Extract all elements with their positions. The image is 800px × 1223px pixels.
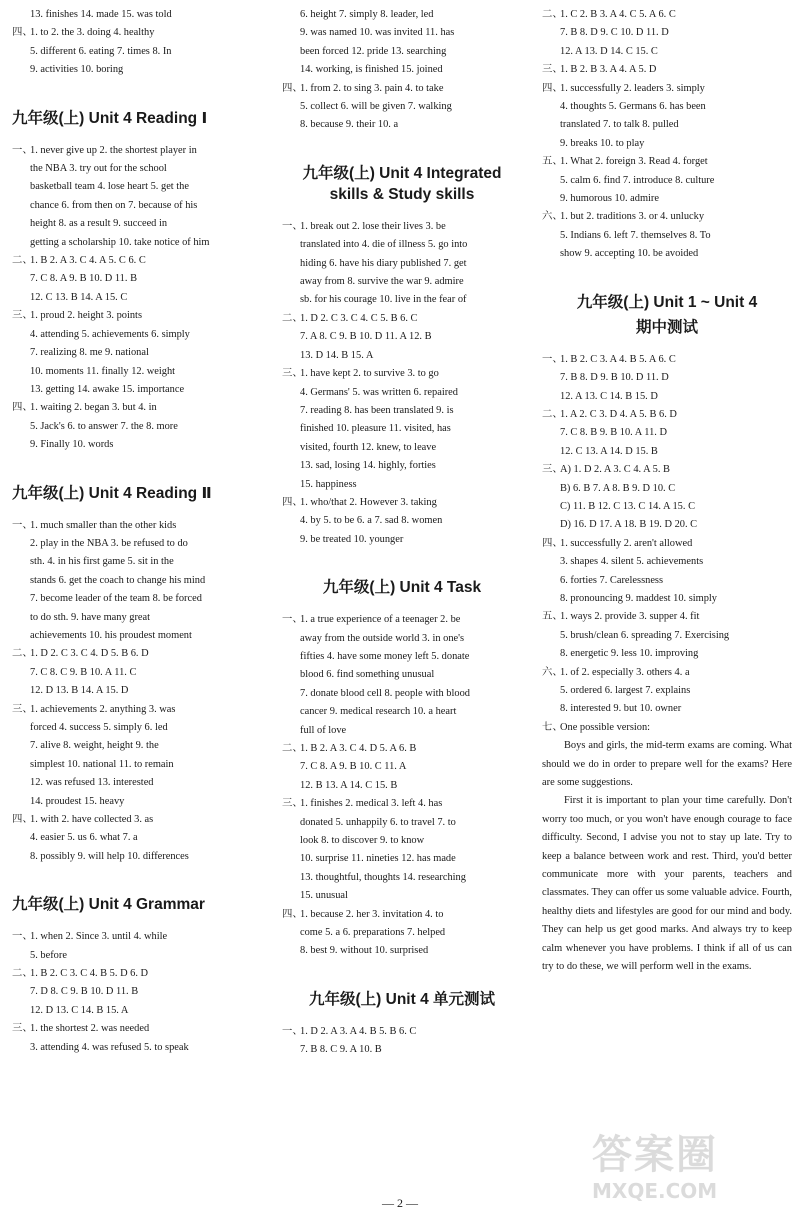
question-group-number: 三、 xyxy=(12,1023,33,1035)
answer-text: 1. D 2. C 3. C 4. C 5. B 6. C xyxy=(300,312,418,324)
answer-group-line xyxy=(12,24,260,42)
question-group-number: 一、 xyxy=(282,614,303,626)
question-group-number: 一、 xyxy=(12,931,33,943)
section-body-unit-test xyxy=(282,1023,522,1060)
question-group-number: 一、 xyxy=(12,144,33,156)
essay-paragraph-2: First it is important to plan your time carefully. Don't worry too much, or you won't have enough courage to face difficulty. Second, I advise you not to stay up late. Try to keep a balance between work and rest. Third, you'd better communicate more with your parents, teachers and classmates. They can offer us some valuable advice. Fourth, healthy diets and lifestyles are good for our mind and body. They can help us get good marks. And always try to keep calm whenever you have problems. I think if all of us can try to do these, we will perform well in the exams. xyxy=(542,795,792,973)
answer-line: 5. ordered 6. largest 7. explains xyxy=(560,685,691,696)
answer-line: 7. C 8. B 9. B 10. A 11. D xyxy=(560,427,667,439)
question-group-number: 三、 xyxy=(12,310,33,322)
answer-line: 7. become leader of the team 8. be forced xyxy=(30,593,202,605)
question-group-number: 四、 xyxy=(282,496,303,508)
answer-line: 7. alive 8. weight, height 9. the xyxy=(30,740,159,752)
answer-line: 8. pronouncing 9. maddest 10. simply xyxy=(560,592,718,604)
answer-group-line xyxy=(282,218,522,236)
watermark-logo xyxy=(592,1132,792,1218)
answer-line: 7. B 8. D 9. B 10. D 11. D xyxy=(560,372,669,384)
answer-group-line xyxy=(282,611,522,629)
question-group-number: 二、 xyxy=(12,968,33,980)
watermark-site-text: MXQE.COM xyxy=(592,1179,718,1203)
answer-line: blood 6. find something unusual xyxy=(300,669,435,681)
column-left xyxy=(12,6,260,1057)
answer-line: the NBA 3. try out for the school xyxy=(30,163,167,175)
answer-line: sb. for his courage 10. live in the fear of xyxy=(300,294,467,306)
answer-group-line xyxy=(12,1020,260,1038)
section-title-unit-test: 九年级(上) Unit 4 单元测试 xyxy=(309,990,495,1008)
answer-line: 12. A 13. D 14. C 15. C xyxy=(560,45,658,57)
answer-text: A) 1. D 2. A 3. C 4. A 5. B xyxy=(560,464,670,476)
question-group-number: 一、 xyxy=(282,1025,303,1037)
answer-text: 1. B 2. C 3. C 4. B 5. D 6. D xyxy=(30,968,149,980)
answer-text: 1. but 2. traditions 3. or 4. unlucky xyxy=(560,211,705,223)
answer-text: 1. from 2. to sing 3. pain 4. to take xyxy=(300,82,444,94)
answer-line: 4. by 5. to be 6. a 7. sad 8. women xyxy=(300,515,443,527)
answer-group-line xyxy=(542,6,792,24)
answer-text: 1. to 2. the 3. doing 4. healthy xyxy=(30,27,155,39)
answer-group-line xyxy=(282,365,522,383)
question-group-number: 二、 xyxy=(12,648,33,660)
question-group-number: 一、 xyxy=(12,519,33,531)
section-title-integrated-line1: 九年级(上) Unit 4 Integrated xyxy=(302,164,502,182)
answer-line: 5. Indians 6. left 7. themselves 8. To xyxy=(560,229,711,241)
question-group-number: 四、 xyxy=(12,402,33,414)
answer-text: 1. with 2. have collected 3. as xyxy=(30,814,154,826)
answer-text: 1. successfully 2. leaders 3. simply xyxy=(560,82,705,94)
section-title-reading-1: 九年级(上) Unit 4 Reading Ⅰ xyxy=(12,109,208,127)
answer-text: 1. much smaller than the other kids xyxy=(30,519,177,531)
answer-line: 9. breaks 10. to play xyxy=(560,137,645,149)
answer-group-line xyxy=(12,307,260,325)
question-group-number: 三、 xyxy=(542,64,563,76)
answer-text: 1. B 2. A 3. C 4. A 5. C 6. C xyxy=(30,255,146,267)
answer-group-line xyxy=(542,608,792,626)
answer-text: 1. D 2. A 3. A 4. B 5. B 6. C xyxy=(300,1025,417,1037)
question-group-number: 四、 xyxy=(12,814,33,826)
section-title-integrated-skills xyxy=(282,161,522,204)
answer-text: 1. when 2. Since 3. until 4. while xyxy=(30,931,168,943)
question-group-number: 七、 xyxy=(542,721,563,733)
answer-line: 12. D 13. B 14. A 15. D xyxy=(30,685,129,697)
question-group-number: 二、 xyxy=(542,408,563,420)
answer-text: 1. A 2. C 3. D 4. A 5. B 6. D xyxy=(560,408,677,420)
answer-line: fifties 4. have some money left 5. donate xyxy=(300,650,470,662)
answer-line: 4. Germans' 5. was written 6. repaired xyxy=(300,386,458,398)
answer-line: 13. sad, losing 14. highly, forties xyxy=(300,460,436,472)
answer-group-line xyxy=(282,494,522,512)
answer-line: full of love xyxy=(300,724,347,736)
answer-line: come 5. a 6. preparations 7. helped xyxy=(300,927,446,939)
answer-line: stands 6. get the coach to change his mind xyxy=(30,574,206,586)
answer-group-line xyxy=(12,965,260,983)
essay-block xyxy=(542,737,792,976)
question-group-number: 四、 xyxy=(12,27,33,39)
answer-line: 7. donate blood cell 8. people with blood xyxy=(300,687,470,699)
question-group-number: 五、 xyxy=(542,611,563,623)
section-title-midterm xyxy=(542,290,792,337)
answer-line: 7. C 8. A 9. B 10. D 11. B xyxy=(30,273,137,285)
section-title-integrated-line2: skills & Study skills xyxy=(329,185,475,203)
answer-group-line xyxy=(282,795,522,813)
essay-paragraph-1: Boys and girls, the mid-term exams are coming. What should we do in order to prepare well for the exams? Here are some suggestions. xyxy=(542,740,792,789)
question-group-number: 二、 xyxy=(12,255,33,267)
column-right xyxy=(542,6,792,977)
section-body-midterm xyxy=(542,351,792,738)
answer-line: away from the outside world 3. in one's xyxy=(300,632,465,644)
question-group-number: 五、 xyxy=(542,156,563,168)
answer-line: hiding 6. have his diary published 7. get xyxy=(300,257,467,269)
answer-line: donated 5. unhappily 6. to travel 7. to xyxy=(300,816,456,828)
answer-line: 8. energetic 9. less 10. improving xyxy=(560,648,699,660)
answer-line: 12. C 13. B 14. A 15. C xyxy=(30,291,128,303)
answer-line: sth. 4. in his first game 5. sit in the xyxy=(30,556,174,568)
answer-group-line xyxy=(542,80,792,98)
answer-line: 7. C 8. C 9. B 10. A 11. C xyxy=(30,666,137,678)
answer-line: getting a scholarship 10. take notice of him xyxy=(30,236,210,248)
answer-line: 13. thoughtful, thoughts 14. researching xyxy=(300,871,466,883)
answer-line: 7. B 8. C 9. A 10. B xyxy=(300,1044,382,1056)
answer-line: 7. D 8. C 9. B 10. D 11. B xyxy=(30,986,139,998)
answer-line: finished 10. pleasure 11. visited, has xyxy=(300,423,451,435)
answer-text: 1. because 2. her 3. invitation 4. to xyxy=(300,908,444,920)
answer-line: 12. D 13. C 14. B 15. A xyxy=(30,1004,129,1016)
question-group-number: 四、 xyxy=(542,537,563,549)
answer-line: 8. interested 9. but 10. owner xyxy=(560,703,682,715)
answer-line: 5. before xyxy=(30,949,67,961)
section-title-task: 九年级(上) Unit 4 Task xyxy=(322,579,482,597)
question-group-number: 四、 xyxy=(282,82,303,94)
answer-line: 12. was refused 13. interested xyxy=(30,777,154,789)
answer-line: 7. C 8. A 9. B 10. C 11. A xyxy=(300,761,407,773)
answer-line: achievements 10. his proudest moment xyxy=(30,629,192,641)
answer-group-line xyxy=(12,645,260,663)
answer-text: 1. D 2. C 3. C 4. D 5. B 6. D xyxy=(30,648,149,660)
answer-group-line xyxy=(12,811,260,829)
answer-line: 5. different 6. eating 7. times 8. In xyxy=(30,45,172,57)
answer-line: 14. proudest 15. heavy xyxy=(30,795,125,807)
section-body-reading-1 xyxy=(12,142,260,455)
answer-text: 1. break out 2. lose their lives 3. be xyxy=(300,220,446,232)
question-group-number: 四、 xyxy=(542,82,563,94)
section-body-integrated-skills xyxy=(282,218,522,549)
answer-group-line xyxy=(542,351,792,369)
answer-line: 3. attending 4. was refused 5. to speak xyxy=(30,1041,189,1053)
answer-text: 1. successfully 2. aren't allowed xyxy=(560,537,693,549)
section-body-grammar xyxy=(12,928,260,1057)
answer-text: 1. B 2. A 3. C 4. D 5. A 6. B xyxy=(300,743,417,754)
answer-group-line xyxy=(12,928,260,946)
answer-line: 9. activities 10. boring xyxy=(30,64,124,76)
answer-text: 1. waiting 2. began 3. but 4. in xyxy=(30,402,157,414)
answer-group-line xyxy=(542,719,792,737)
col3-top-block xyxy=(542,6,792,264)
answer-line: C) 11. B 12. C 13. C 14. A 15. C xyxy=(560,500,696,512)
answer-text: 1. never give up 2. the shortest player in xyxy=(30,144,197,156)
answer-line: 5. brush/clean 6. spreading 7. Exercising xyxy=(560,629,730,641)
answer-text: 1. B 2. C 3. A 4. B 5. A 6. C xyxy=(560,353,676,365)
page-number: — 2 — xyxy=(382,1196,418,1210)
answer-line: 12. B 13. A 14. C 15. B xyxy=(300,779,398,791)
answer-line: been forced 12. pride 13. searching xyxy=(300,45,447,57)
answer-group-line xyxy=(542,461,792,479)
question-group-number: 三、 xyxy=(282,368,303,380)
answer-line: 8. because 9. their 10. a xyxy=(300,119,399,131)
answer-line: 5. calm 6. find 7. introduce 8. culture xyxy=(560,174,715,186)
answer-line: cancer 9. medical research 10. a heart xyxy=(300,706,457,718)
col1-top-block xyxy=(12,6,260,80)
answer-group-line xyxy=(542,153,792,171)
answer-line: visited, fourth 12. knew, to leave xyxy=(300,441,437,453)
answer-line: 5. Jack's 6. to answer 7. the 8. more xyxy=(30,420,178,432)
answer-text: 1. achievements 2. anything 3. was xyxy=(30,703,176,715)
answer-group-line xyxy=(542,406,792,424)
answer-line: 9. humorous 10. admire xyxy=(560,193,659,205)
answer-group-line xyxy=(542,61,792,79)
answer-group-line xyxy=(542,208,792,226)
answer-group-line xyxy=(12,399,260,417)
answer-line: 10. surprise 11. nineties 12. has made xyxy=(300,853,456,865)
answer-text: 1. proud 2. height 3. points xyxy=(30,310,142,322)
question-group-number: 四、 xyxy=(282,908,303,920)
answer-line: 15. happiness xyxy=(300,478,357,490)
question-group-number: 三、 xyxy=(542,464,563,476)
answer-group-line xyxy=(282,906,522,924)
answer-text: 1. the shortest 2. was needed xyxy=(30,1023,150,1035)
answer-group-line xyxy=(282,1023,522,1041)
watermark-logo-text: 答案圈 xyxy=(592,1132,718,1178)
answer-line: 10. moments 11. finally 12. weight xyxy=(30,365,176,377)
answer-line: 8. best 9. without 10. surprised xyxy=(300,945,429,957)
answer-group-line xyxy=(542,664,792,682)
answer-group-line xyxy=(12,701,260,719)
answer-line: to do sth. 9. have many great xyxy=(30,611,151,623)
answer-line: forced 4. success 5. simply 6. led xyxy=(30,722,168,733)
answer-text: 1. What 2. foreign 3. Read 4. forget xyxy=(560,156,708,168)
answer-text: 1. ways 2. provide 3. supper 4. fit xyxy=(560,611,700,623)
answer-line: away from 8. survive the war 9. admire xyxy=(300,276,464,288)
section-body-reading-2 xyxy=(12,517,260,867)
answer-line: look 8. to discover 9. to know xyxy=(300,835,425,847)
answer-line: basketball team 4. lose heart 5. get the xyxy=(30,181,189,193)
section-title-reading-2: 九年级(上) Unit 4 Reading Ⅱ xyxy=(12,484,212,502)
answer-line: 9. be treated 10. younger xyxy=(300,533,404,545)
answer-line: simplest 10. national 11. to remain xyxy=(30,758,174,770)
answer-line: 6. forties 7. Carelessness xyxy=(560,574,664,586)
answer-line: 15. unusual xyxy=(300,890,348,902)
answer-line: 7. B 8. D 9. C 10. D 11. D xyxy=(560,27,669,39)
answer-line: height 8. as a result 9. succeed in xyxy=(30,218,168,230)
column-middle xyxy=(282,6,522,1060)
answer-line: 14. working, is finished 15. joined xyxy=(300,64,443,76)
answer-line: 2. play in the NBA 3. be refused to do xyxy=(30,537,188,549)
question-group-number: 二、 xyxy=(282,743,303,754)
answer-line: 6. height 7. simply 8. leader, led xyxy=(300,9,434,20)
answer-line: 4. easier 5. us 6. what 7. a xyxy=(30,832,138,844)
answer-line: 13. finishes 14. made 15. was told xyxy=(30,9,172,20)
answer-text: 1. B 2. B 3. A 4. A 5. D xyxy=(560,64,657,76)
answer-text: 1. of 2. especially 3. others 4. a xyxy=(560,666,690,678)
answer-group-line xyxy=(12,142,260,160)
answer-line: 13. D 14. B 15. A xyxy=(300,349,374,361)
answer-text: One possible version: xyxy=(560,721,651,733)
answer-group-line xyxy=(282,740,522,758)
answer-line: translated into 4. die of illness 5. go into xyxy=(300,239,468,251)
question-group-number: 一、 xyxy=(542,353,563,365)
answer-line: 7. A 8. C 9. B 10. D 11. A 12. B xyxy=(300,331,432,343)
answer-group-line xyxy=(12,252,260,270)
answer-line: 13. getting 14. awake 15. importance xyxy=(30,383,185,395)
question-group-number: 二、 xyxy=(542,9,563,20)
answer-text: 1. a true experience of a teenager 2. be xyxy=(300,614,461,626)
section-title-midterm-line2: 期中测试 xyxy=(635,318,698,336)
answer-line: show 9. accepting 10. be avoided xyxy=(560,248,699,260)
answer-line: 7. realizing 8. me 9. national xyxy=(30,347,149,359)
answer-line: chance 6. from then on 7. because of his xyxy=(30,199,198,211)
answer-text: 1. who/that 2. However 3. taking xyxy=(300,496,437,508)
answer-line: 4. attending 5. achievements 6. simply xyxy=(30,328,190,340)
section-title-midterm-line1: 九年级(上) Unit 1 ~ Unit 4 xyxy=(576,293,758,311)
answer-text: 1. C 2. B 3. A 4. C 5. A 6. C xyxy=(560,9,676,20)
answer-line: D) 16. D 17. A 18. B 19. D 20. C xyxy=(560,519,698,531)
answer-line: 7. reading 8. has been translated 9. is xyxy=(300,404,454,416)
answer-line: 3. shapes 4. silent 5. achievements xyxy=(560,556,704,568)
answer-group-line xyxy=(542,535,792,553)
answer-line: 4. thoughts 5. Germans 6. has been xyxy=(560,101,706,113)
answer-text: 1. finishes 2. medical 3. left 4. has xyxy=(300,798,443,810)
question-group-number: 一、 xyxy=(282,220,303,232)
question-group-number: 三、 xyxy=(12,703,33,715)
answer-line: 9. was named 10. was invited 11. has xyxy=(300,27,455,39)
answer-line: 12. C 13. A 14. D 15. B xyxy=(560,445,658,457)
section-body-task xyxy=(282,611,522,961)
answer-group-line xyxy=(282,80,522,98)
question-group-number: 二、 xyxy=(282,312,303,324)
answer-line: 12. A 13. C 14. B 15. D xyxy=(560,390,658,402)
question-group-number: 六、 xyxy=(542,211,563,223)
answer-line: 5. collect 6. will be given 7. walking xyxy=(300,101,452,113)
answer-group-line xyxy=(282,310,522,328)
answer-text: 1. have kept 2. to survive 3. to go xyxy=(300,368,439,380)
answer-group-line xyxy=(12,517,260,535)
answer-line: translated 7. to talk 8. pulled xyxy=(560,119,679,131)
col2-top-block xyxy=(282,6,522,135)
answer-line: 9. Finally 10. words xyxy=(30,439,114,451)
answer-line: 8. possibly 9. will help 10. differences xyxy=(30,850,189,862)
answer-line: B) 6. B 7. A 8. B 9. D 10. C xyxy=(560,482,676,494)
question-group-number: 六、 xyxy=(542,666,563,678)
section-title-grammar: 九年级(上) Unit 4 Grammar xyxy=(12,896,205,914)
question-group-number: 三、 xyxy=(282,798,303,810)
